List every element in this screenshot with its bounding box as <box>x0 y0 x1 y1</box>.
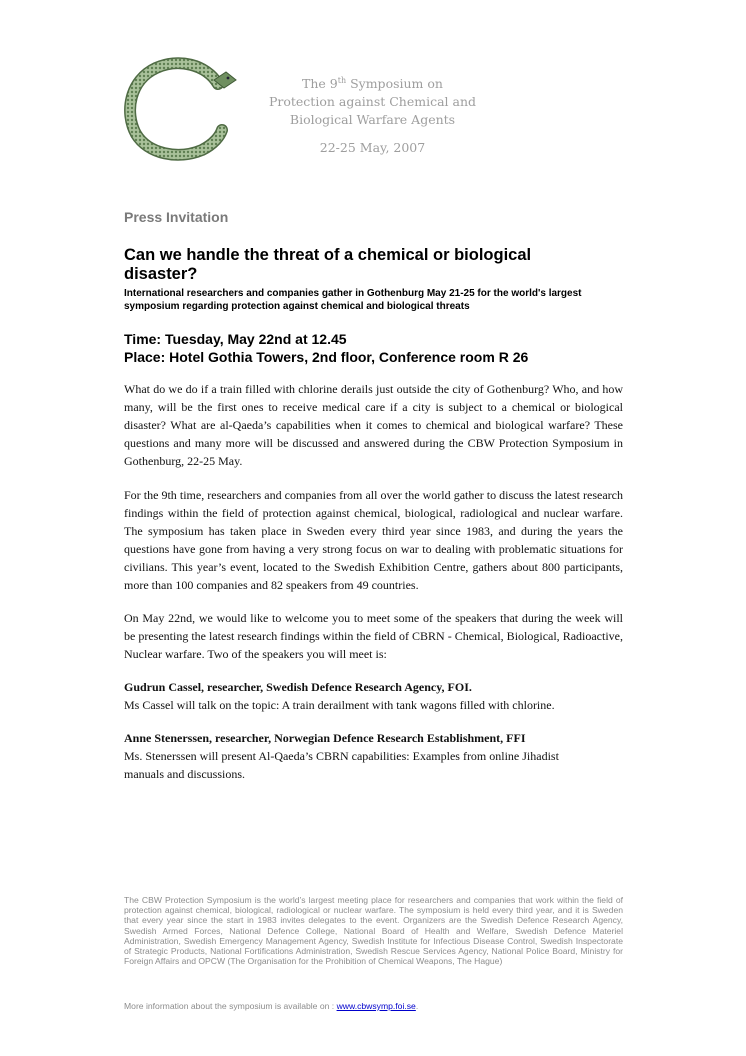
symposium-line-3: Biological Warfare Agents <box>289 112 456 128</box>
body-paragraph: What do we do if a train filled with chlorine derails just outside the city of Gothenburg? Who, and how many, will be the first ones to receive medical care if a city is subject to a chemical or biological disaster? What are al-Qaeda’s capabilities when it comes to chemical and biological warfare? These questions and many more will be discussed and answered during the CBW Protection Symposium in Gothenburg, 22-25 May. <box>124 382 623 468</box>
body-paragraph: On May 22nd, we would like to welcome you to meet some of the speakers that during the week will be presenting the latest research findings within the field of CBRN - Chemical, Biological, Radioactive, Nuclear warfare. Two of the speakers you will meet is: <box>124 611 623 661</box>
subheadline: International researchers and companies gather in Gothenburg May 21-25 for the world's largest symposium regarding protection against chemical and biological threats <box>124 288 582 312</box>
symposium-dates: 22-25 May, 2007 <box>319 140 426 156</box>
speaker-description: Ms Cassel will talk on the topic: A train derailment with tank wagons filled with chlorine. <box>124 698 555 712</box>
snake-ring-logo <box>118 50 242 162</box>
symposium-line-1: The 9th Symposium on <box>302 76 443 92</box>
speaker-name: Anne Stenerssen, researcher, Norwegian Defence Research Establishment, FFI <box>124 731 526 745</box>
more-info-suffix: . <box>415 1001 419 1011</box>
event-place: Place: Hotel Gothia Towers, 2nd floor, Conference room R 26 <box>124 349 529 365</box>
event-details <box>124 330 624 366</box>
website-link[interactable]: www.cbwsymp.foi.se <box>336 1001 416 1011</box>
more-info-line <box>124 1001 418 1011</box>
body-paragraph: For the 9th time, researchers and companies from all over the world gather to discuss the latest research findings within the field of protection against chemical, biological, radiological and nuclear warfare. The symposium has taken place in Sweden every third year since 1983, and during the years the questions have gone from having a very strong focus on war to dealing with problematic situations for civilians. This year’s event, located to the Swedish Exhibition Centre, gathers about 800 participants, more than 100 companies and 82 speakers from 49 countries. <box>124 488 623 592</box>
symposium-title <box>250 72 495 157</box>
more-info-text: More information about the symposium is available on : <box>124 1001 337 1011</box>
symposium-line-2: Protection against Chemical and <box>268 94 477 110</box>
speaker-description: Ms. Stenerssen will present Al-Qaeda’s CBRN capabilities: Examples from online Jihadist manuals and discussions. <box>124 749 559 781</box>
speaker-entry <box>124 678 623 714</box>
footer-about: The CBW Protection Symposium is the world’s largest meeting place for researchers and companies that work within the field of protection against chemical, biological, radiological or nuclear warfare. The symposium is held every third year, and it is Sweden that every year since the start in 1983 invites delegates to the event. Organizers are the Swedish Defence Research Agency, Swedish Armed Forces, National Defence College, National Board of Health and Welfare, Swedish Defence Materiel Administration, Swedish Emergency Management Agency, Swedish Institute for Infectious Disease Control, Swedish Inspectorate of Strategic Products, National Fortifications Administration, Swedish Rescue Services Agency, National Police Board, Ministry for Foreign Affairs and OPCW (The Organisation for the Prohibition of Chemical Weapons, The Hague) <box>124 895 623 967</box>
event-time: Time: Tuesday, May 22nd at 12.45 <box>124 331 347 347</box>
headline: Can we handle the threat of a chemical or biological disaster? <box>124 246 532 283</box>
speaker-name: Gudrun Cassel, researcher, Swedish Defence Research Agency, FOI. <box>124 680 472 694</box>
document-label: Press Invitation <box>124 209 229 225</box>
speaker-entry <box>124 729 623 783</box>
